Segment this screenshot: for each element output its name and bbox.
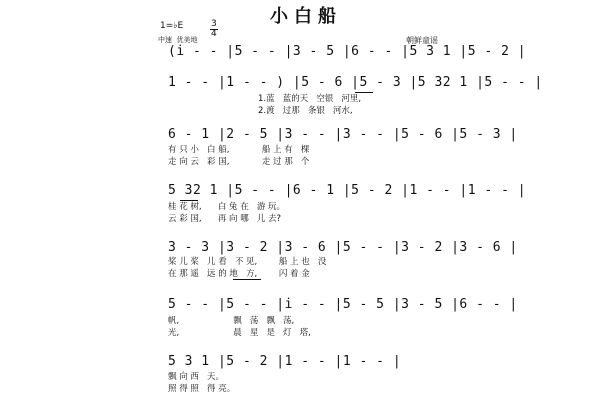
lyrics-line-2-verse-1: 1.蓝 蓝的天 空银 河里,: [258, 94, 362, 104]
lyrics-line-5-verse-1: 桨 儿 桨 儿 看 不 见, 船 上 也 没: [168, 257, 327, 267]
song-origin: 朝鲜童谣: [406, 36, 438, 45]
time-signature-top: 3: [211, 19, 217, 29]
lyrics-line-4-verse-1: 桂 花 树, 白 兔 在 游 玩。: [168, 202, 286, 212]
tempo-marking: 中速 优美地: [158, 36, 198, 44]
music-line-7: 5 3 1 |5 - 2 |1 - - |1 - - |: [168, 354, 402, 369]
music-line-3: 6 - 1 |2 - 5 |3 - - |3 - - |5 - 6 |5 - 3 |: [168, 127, 518, 142]
lyrics-line-4-verse-2: 云 彩 国, 再 向 哪 儿 去?: [168, 214, 282, 224]
music-line-2: 1 - - |1 - - ) |5 - 6 |5 - 3 |5 32 1 |5 - - |: [168, 75, 543, 90]
lyrics-line-5-verse-2: 在 那 遥 远 的 地 方, 闪 着 金: [168, 269, 310, 279]
music-line-4: 5 32 1 |5 - - |6 - 1 |5 - 2 |1 - - |1 - - |: [168, 183, 527, 198]
underline-marker: [180, 200, 198, 201]
underline-marker: [355, 92, 373, 93]
key-signature: 1=♭E: [160, 21, 184, 31]
underline-marker: [233, 279, 261, 280]
lyrics-line-2-verse-2: 2.渡 过那 条银 河水,: [258, 106, 353, 116]
song-title: 小白船: [270, 6, 342, 27]
lyrics-line-7-verse-2: 照 得 照 得 亮。: [168, 384, 236, 394]
time-signature-bottom: 4: [211, 29, 217, 39]
lyrics-line-3-verse-1: 有 只 小 白 船, 船 上 有 棵: [168, 145, 310, 155]
lyrics-line-3-verse-2: 走 向 云 彩 国, 走 过 那 个: [168, 157, 310, 167]
lyrics-line-7-verse-1: 飘 向 西 天。: [168, 372, 225, 382]
music-line-1: (i̇ - - |5 - - |3 - 5 |6 - - |5 3 1 |5 - 2 |: [168, 44, 527, 59]
music-line-6: 5 - - |5 - - |i̇ - - |5 - 5 |3 - 5 |6 - - |: [168, 297, 518, 312]
music-line-5: 3 - 3 |3 - 2 |3 - 6 |5 - - |3 - 2 |3 - 6 |: [168, 240, 518, 255]
lyrics-line-6-verse-2: 光, 晨 星 是 灯 塔,: [168, 328, 311, 338]
lyrics-line-6-verse-1: 帆, 飘 荡 飘 荡,: [168, 316, 295, 326]
